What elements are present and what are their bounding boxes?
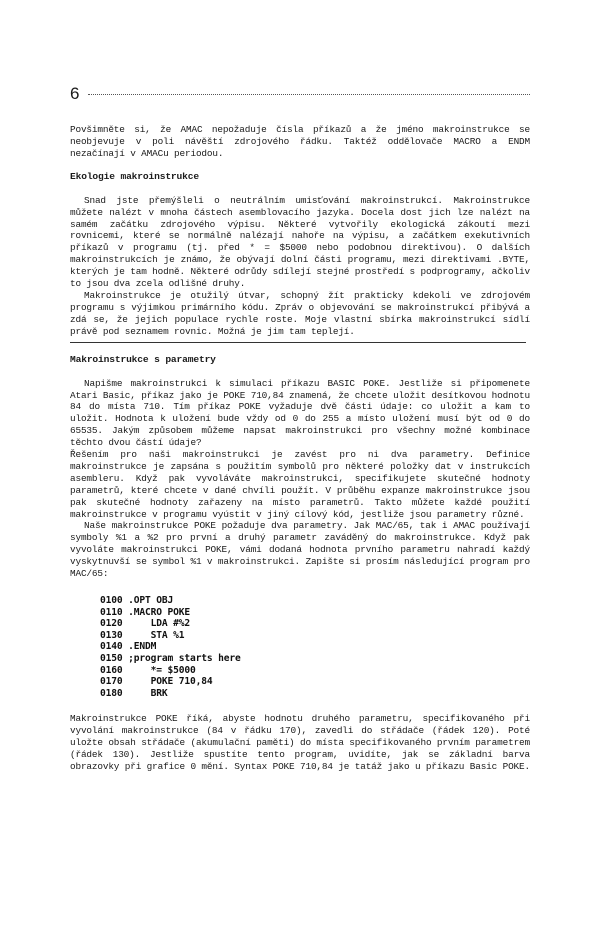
code-line: 0100 .OPT OBJ: [100, 595, 174, 606]
code-line: 0140 .ENDM: [100, 641, 157, 653]
body-paragraph: Makroinstrukce je otužilý útvar, schopný žít prakticky kdekoli ve zdrojovém programu s výjimkou primárního kódu. Zpráv o objevování se makroinstrukcí přibývá a zdá se, že jejich populace rychle roste. Moje vlastní sbírka makroinstrukcí sídlí právě pod seznamem rovnic. Možná je jim tam teplejí.: [70, 289, 530, 337]
code-line: 0160 *= $5000: [100, 664, 196, 676]
section-ecology: [70, 171, 530, 343]
page-header: [70, 84, 530, 104]
section-heading: Makroinstrukce s parametry: [70, 353, 216, 365]
body-paragraph: Naše makroinstrukce POKE požaduje dva parametry. Jak MAC/65, tak i AMAC používají symboly %1 a %2 pro první a druhý parametr zaváděný do makroinstrukce. Když pak vyvoláte makroinstrukci POKE, vámi dodaná hodnota prvního parametru nahradí každý vyskytnuvší se symbol %1 v makroinstrukci. Zapište si prosím následující program pro MAC/65:: [70, 520, 530, 580]
section-heading: Ekologie makroinstrukce: [70, 170, 199, 182]
body-paragraph: Řešením pro naši makroinstrukci je zavést pro ni dva parametry. Definice makroinstrukce je zapsána s použitím symbolů pro některé položky dat v instrukcích asembleru. Když pak vyvoláváte makroinstrukci, specifikujete skutečné hodnoty parametrů, které chcete v dané chvíli použít. V průběhu expanze makroinstrukce jsou pak skutečné hodnoty zařazeny na místo parametrů. Takto můžete každé použití makroinstrukce v programu vyústit v jiný cílový kód, jestliže jsou parametry různé.: [70, 449, 530, 520]
closing-paragraph: Makroinstrukce POKE říká, abyste hodnotu druhého parametru, specifikovaného při vyvolání makroinstrukce (84 v řádku 170), zavedli do střádače (řádek 120). Poté uložte obsah střádače (akumulační paměti) do místa specifikovaného prvním parametrem (řádek 130). Jestliže spustíte tento program, uvidíte, jak se základní barva obrazovky při grafice 0 mění. Syntax POKE 710,84 je tatáž jako u příkazu Basic POKE.: [70, 713, 530, 772]
code-line: 0170 POKE 710,84: [100, 676, 213, 688]
code-line: 0150 ;program starts here: [100, 652, 241, 664]
section-parameters: [70, 354, 530, 773]
code-line: 0130 STA %1: [100, 629, 185, 641]
body-paragraph: Snad jste přemýšleli o neutrálním umisťování makroinstrukcí. Makroinstrukce můžete nalézt v mnoha částech asemblovacího jazyka. Docela dost jich lze nalézt na samém začátku zdrojového výpisu. Některé vytvořily ekologická zákoutí mezi rovnicemi, které se normálně nalézají nahoře na výpisu, a začátkem exekutivních příkazů v programu (tj. před * = $5000 nebo podobnou direktivou). O dalších makroinstrukcích je známo, že obývají dolní části programu, mezi direktivami .BYTE, kterých je tam hodně. Některé odrůdy sdílejí stejné prostředí s podprogramy, ačkoliv to jsou dva zcela odlišné druhy.: [70, 194, 530, 290]
page-body: [70, 124, 530, 773]
code-line: 0120 LDA #%2: [100, 618, 191, 630]
page-number: 6: [70, 84, 80, 103]
body-paragraph: Napišme makroinstrukci k simulaci příkazu BASIC POKE. Jestliže si připomenete Atari Basic, příkaz jako je POKE 710,84 znamená, že chcete uložit desítkovou hodnotu 84 do místa 710. Tím příkaz POKE vyžaduje dvě části údaje: co uložit a kam to uložit. Hodnota k uložení bude vždy od 0 do 255 a místo uložení musí být od 0 do 65535. Jakým způsobem můžeme napsat makroinstrukci pro všechny možné kombinace těchto dvou částí údaje?: [70, 377, 530, 449]
intro-paragraph: Povšimněte si, že AMAC nepožaduje čísla příkazů a že jméno makroinstrukce se neobjevuje v poli návěští zdrojového řádku. Taktéž oddělovače MACRO a ENDM nezačínají v AMACu periodou.: [70, 124, 530, 159]
code-line: 0110 .MACRO POKE: [100, 606, 191, 618]
code-line: 0180 BRK: [100, 687, 168, 699]
section-divider: [70, 342, 526, 343]
header-divider: [88, 94, 530, 95]
code-listing: [100, 595, 530, 699]
